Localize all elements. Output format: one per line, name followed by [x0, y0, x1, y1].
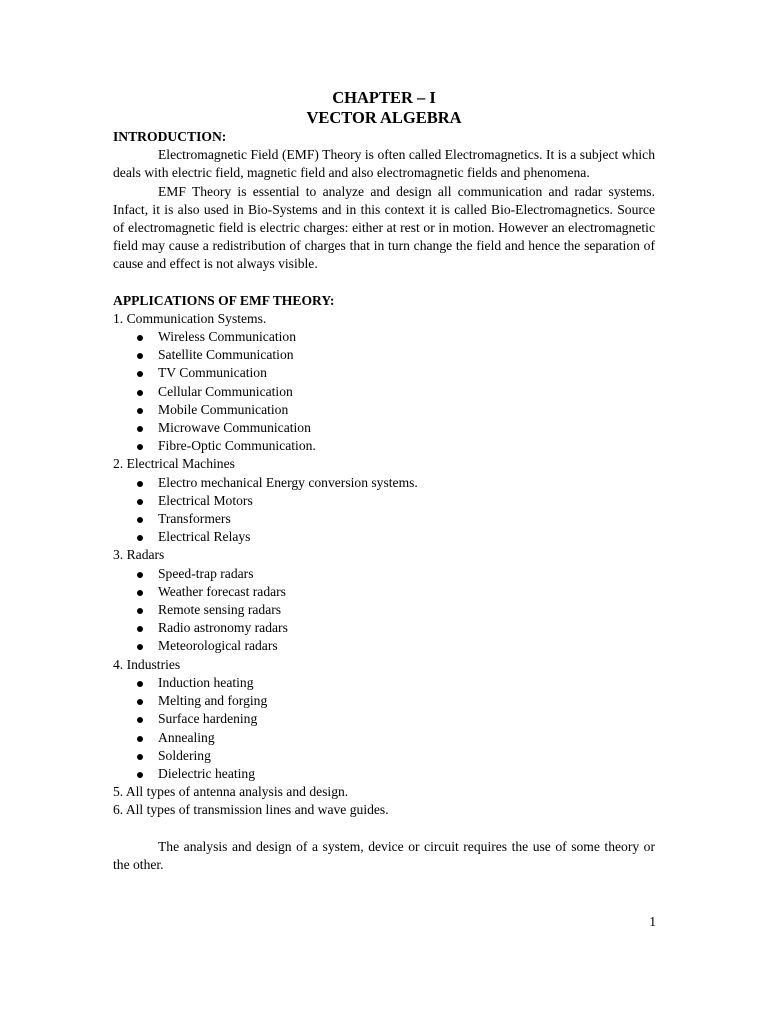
bullet-icon — [137, 572, 143, 578]
bullet-icon — [137, 444, 143, 450]
list-item: Induction heating — [113, 674, 655, 692]
applications-heading: APPLICATIONS OF EMF THEORY: — [113, 292, 335, 308]
list-item: Electrical Motors — [113, 492, 655, 510]
list-item: Meteorological radars — [113, 637, 655, 655]
introduction-heading: INTRODUCTION: — [113, 129, 227, 144]
bullet-icon — [137, 608, 143, 614]
bullet-icon — [137, 699, 143, 705]
bullet-icon — [137, 644, 143, 650]
bullet-icon — [137, 772, 143, 778]
bullet-icon — [137, 736, 143, 742]
list-item: Electrical Relays — [113, 528, 655, 546]
bullet-icon — [137, 717, 143, 723]
list-item: Wireless Communication — [113, 328, 655, 346]
list-item: Weather forecast radars — [113, 583, 655, 601]
list-item: Satellite Communication — [113, 346, 655, 364]
list-item: Melting and forging — [113, 692, 655, 710]
list-item: Speed-trap radars — [113, 565, 655, 583]
electrical-machines-list — [113, 474, 655, 547]
application-transmission-lines: 6. All types of transmission lines and wave guides. — [113, 802, 389, 818]
application-antenna: 5. All types of antenna analysis and design. — [113, 784, 349, 800]
list-item: Dielectric heating — [113, 765, 655, 783]
list-item: Fibre-Optic Communication. — [113, 437, 655, 455]
bullet-icon — [137, 371, 143, 377]
closing-paragraph: The analysis and design of a system, device or circuit requires the use of some theory or the other. — [113, 838, 655, 872]
bullet-icon — [137, 626, 143, 632]
list-item: Soldering — [113, 747, 655, 765]
chapter-number: CHAPTER – I — [332, 88, 436, 107]
list-item: Surface hardening — [113, 710, 655, 728]
intro-paragraph-2: EMF Theory is essential to analyze and design all communication and radar systems. Infact, it is also used in Bio-Systems and in this context it is called Bio-Electromagnetics. Source of electromagnetic field is electric charges: either at rest or in motion. However an electromagnetic field may cause a redistribution of charges that in turn change the field and hence the separation of cause and effect is not always visible. — [113, 183, 655, 272]
list-item: Electro mechanical Energy conversion systems. — [113, 474, 655, 492]
bullet-icon — [137, 408, 143, 414]
list-item: Transformers — [113, 510, 655, 528]
bullet-icon — [137, 517, 143, 523]
bullet-icon — [137, 499, 143, 505]
group-label-electrical-machines: 2. Electrical Machines — [113, 456, 235, 472]
document-page — [113, 88, 655, 874]
list-item: Annealing — [113, 729, 655, 747]
list-item: Cellular Communication — [113, 383, 655, 401]
bullet-icon — [137, 481, 143, 487]
group-label-radars: 3. Radars — [113, 547, 165, 563]
communication-list — [113, 328, 655, 455]
bullet-icon — [137, 353, 143, 359]
list-item: Mobile Communication — [113, 401, 655, 419]
bullet-icon — [137, 590, 143, 596]
group-label-communication: 1. Communication Systems. — [113, 310, 267, 326]
chapter-title: VECTOR ALGEBRA — [306, 108, 462, 127]
intro-paragraph-1: Electromagnetic Field (EMF) Theory is often called Electromagnetics. It is a subject which deals with electric field, magnetic field and also electromagnetic fields and phenomena. — [113, 147, 655, 181]
radars-list — [113, 565, 655, 656]
page-number: 1 — [649, 914, 656, 929]
industries-list — [113, 674, 655, 783]
bullet-icon — [137, 390, 143, 396]
bullet-icon — [137, 335, 143, 341]
list-item: Remote sensing radars — [113, 601, 655, 619]
list-item: Radio astronomy radars — [113, 619, 655, 637]
bullet-icon — [137, 754, 143, 760]
group-label-industries: 4. Industries — [113, 656, 181, 672]
list-item: TV Communication — [113, 364, 655, 382]
bullet-icon — [137, 535, 143, 541]
bullet-icon — [137, 681, 143, 687]
bullet-icon — [137, 426, 143, 432]
list-item: Microwave Communication — [113, 419, 655, 437]
